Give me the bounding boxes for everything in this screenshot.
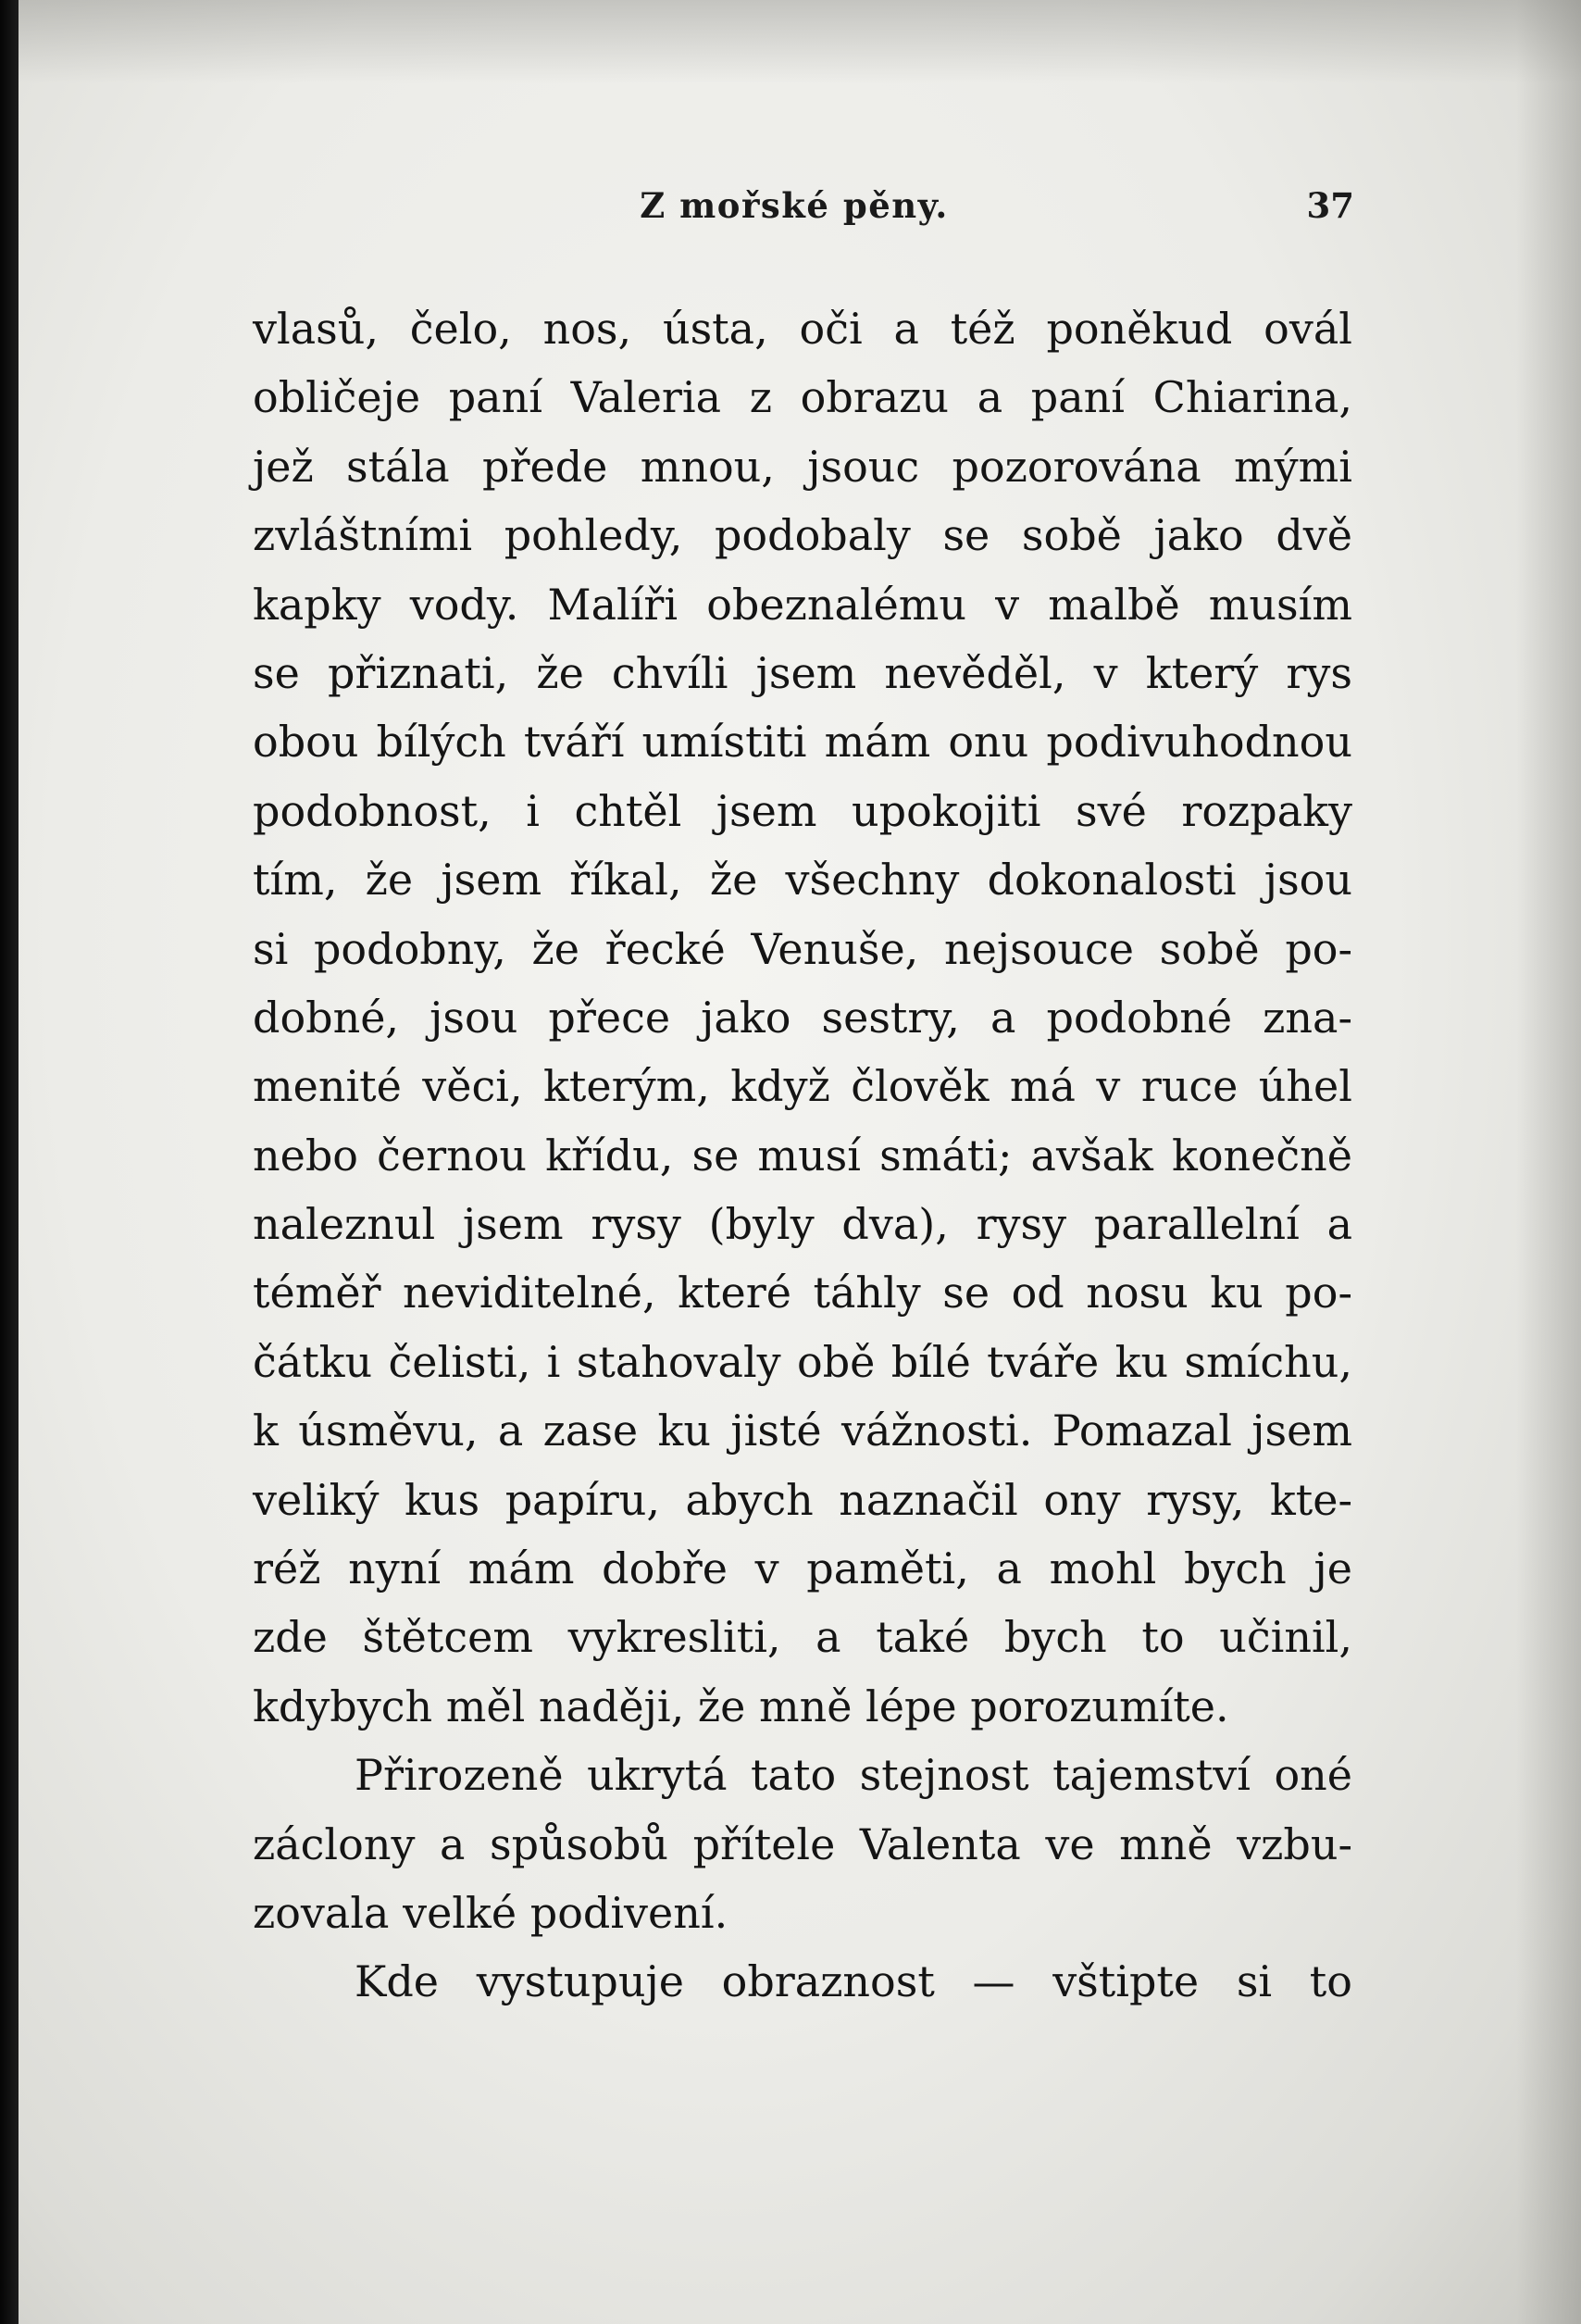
text-line: zvláštními pohledy, podobaly se sobě jako dvě	[253, 510, 1352, 561]
text-line: menité věci, kterým, když člověk má v ruce úhel	[253, 1061, 1352, 1112]
text-line: si podobny, že řecké Venuše, nejsouce sobě po-	[253, 923, 1352, 974]
text-line: čátku čelisti, i stahovaly obě bílé tváře ku smíchu,	[253, 1336, 1352, 1387]
running-head	[234, 185, 1354, 231]
text-line: zde štětcem vykresliti, a také bych to učinil,	[253, 1612, 1352, 1663]
text-line-paragraph-start: Kde vystupuje obraznost — vštipte si to	[355, 1956, 1352, 2007]
text-line: kapky vody. Malíři obeznalému v malbě musím	[253, 579, 1352, 630]
text-line: obou bílých tváří umístiti mám onu podivuhodnou	[253, 717, 1352, 768]
running-title: Z mořské pěny.	[640, 185, 949, 226]
text-line: se přiznati, že chvíli jsem nevěděl, v který rys	[253, 647, 1352, 698]
text-line: záclony a spůsobů přítele Valenta ve mně vzbu-	[253, 1818, 1352, 1869]
text-line: podobnost, i chtěl jsem upokojiti své rozpaky	[253, 785, 1352, 836]
text-line: dobné, jsou přece jako sestry, a podobné zna-	[253, 992, 1352, 1043]
text-line: réž nyní mám dobře v paměti, a mohl bych je	[253, 1543, 1352, 1594]
page-edge-shadow-top	[19, 0, 1581, 83]
text-line: nebo černou křídu, se musí smáti; avšak konečně	[253, 1130, 1352, 1181]
text-line: obličeje paní Valeria z obrazu a paní Chiarina,	[253, 372, 1352, 423]
text-line: k úsměvu, a zase ku jisté vážnosti. Pomazal jsem	[253, 1406, 1352, 1456]
text-line: naleznul jsem rysy (byly dva), rysy parallelní a	[253, 1199, 1352, 1250]
text-line: jež stála přede mnou, jsouc pozorována mými	[253, 441, 1352, 492]
text-line: téměř neviditelné, které táhly se od nosu ku po-	[253, 1268, 1352, 1318]
page-number: 37	[1306, 185, 1354, 226]
text-line: vlasů, čelo, nos, ústa, oči a též poněkud ovál	[253, 304, 1352, 354]
text-line-paragraph-end: kdybych měl naději, že mně lépe porozumíte.	[253, 1681, 1229, 1731]
book-page	[19, 0, 1581, 2324]
text-line-paragraph-start: Přirozeně ukrytá tato stejnost tajemství oné	[355, 1750, 1352, 1801]
body-text	[253, 294, 1352, 2017]
text-line-paragraph-end: zovala velké podivení.	[253, 1887, 728, 1938]
page-edge-shadow-right	[1516, 0, 1581, 2324]
text-line: tím, že jsem říkal, že všechny dokonalosti jsou	[253, 855, 1352, 906]
text-line: veliký kus papíru, abych naznačil ony rysy, kte-	[253, 1474, 1352, 1525]
